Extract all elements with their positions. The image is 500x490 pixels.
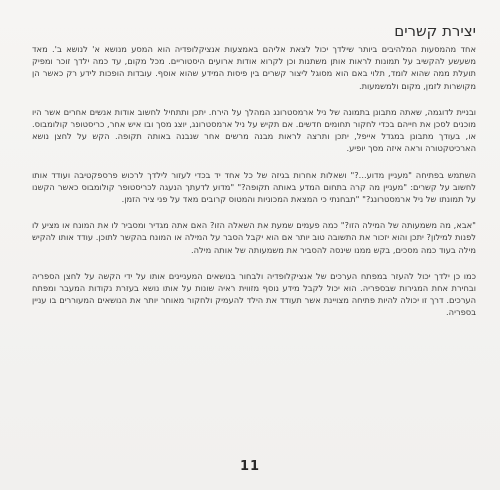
paragraph-2: ובניית לדוגמה, שאתה מתבונן בתמונה של ניל ארמסטרונג המהלך על הירח. יתכן ותתחיל לחשוב אודות אנשים אחרים אשר היו מוכנים לסכן את חייהם בכדי לחקור תחומים חדשים. אם תקיש על ניל ארמסטרונג, יוצג מסך ובו איש אחר, כריסטופר קולומבוס. או, בעודך מתבונן במגדל אייפל, יתכן ותרצה לראות מבנה מרשים אחר שנבנה באותה תקופה. הקש על לחצן נושא הארכיטקטורה וראה איזה מסך יופיע. bbox=[32, 106, 476, 154]
page-number: 11 bbox=[239, 459, 261, 474]
section-title: יצירת קשרים bbox=[394, 22, 476, 40]
paragraph-1: אחד מהמסעות המלהיבים ביותר שילדך יכול לצאת אליהם באמצעות אנציקלופדיה הוא המסע מנושא א' לנושא ב'. מאד משעשע להקשיב על תמונות לראות אותן משתנות וכן לקרוא אודות ארועים היסטוריים. מכל מקום, עד כמה ילדך זוכר ומפיק תועלת ממה שהוא לומד, תלוי באם הוא מסוגל ליצור קשרים בין פיסות המידע שהוא אוסף. עובדות הופכות לידע רק כאשר הן מקושרות לזמן, מקום ולמשמעות. bbox=[32, 44, 476, 91]
paragraph-3: השתמש בפתיחה "מעניין מדוע...?" ושאלות אחרות בגיזה של כל אחד יד בכדי לעזור לילדך לרכוש פרספקטיבה ועודד אותו לחשוב על קשרים: "מעניין מה קרה בתחום המדע באותה תקופה?" "מדוע לדעתך הנעגה לכריסטופר קולומבוס כאשר הקשנו על תמונתו של ניל ארמסטרונג?" "תבחנתי כי המצאת המכוניות והמטוס קרובים מאד על פני ציר הזמן. bbox=[32, 169, 476, 205]
paragraph-4: "אבא, מה משמעותה של המילה הזו?" כמה פעמים שמעת את השאלה הזו? האם אתה מגדיר ומסביר לו את המונח או מציע לו לפנות למילון? יתכן והוא יזכור את התשובה טוב יותר אם הוא יקבל הסבר על המילה או המונח בהקשר לתוכן. עודד אותו להקיש מילה בעוד כמה מסכים, בקש ממנו שינסה להסביר את משמעותה של אותה מילה. bbox=[32, 220, 476, 255]
section-content bbox=[32, 22, 476, 333]
paragraph-5: כמו כן ילדך יכול להעזר במפתח הערכים של אנציקלופדיה ולבחור בנושאים המעניינים אותו על ידי הקשה על לחצן הספריה ובחירת אחת המגירות שבספריה. הוא יכול לקבל מידע נוסף מזווית ראיה שונות על אותו נושא בעזרת נקודות המעבר ומפתח הערכים. דרך זו יכולה להיות פתיחה מצויינת אשר תעודד את הילד להעמיק ולחקור מאוחר יותר את הנושאים המעוררים בו עניין בספריה. bbox=[32, 270, 476, 318]
